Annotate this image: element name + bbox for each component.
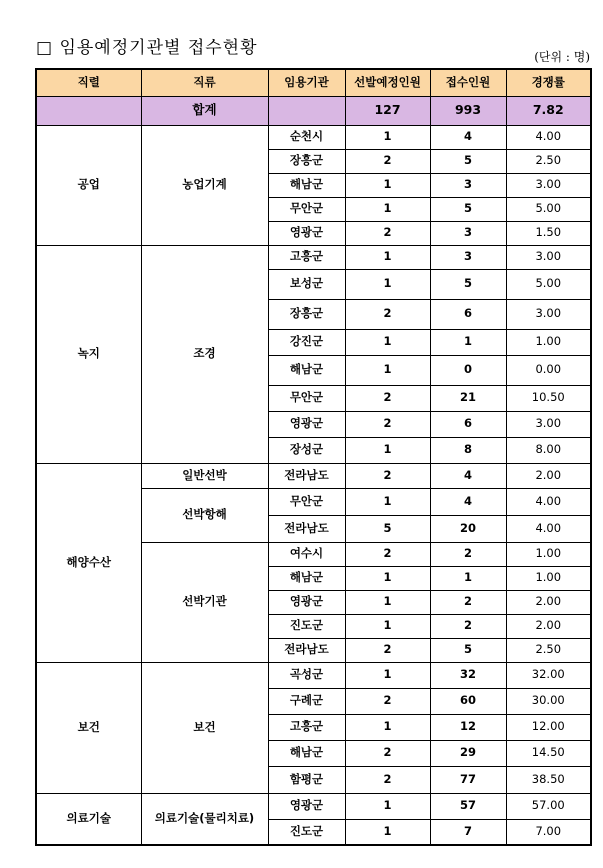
applied-cell: 32 bbox=[430, 662, 506, 688]
agency-cell: 전라남도 bbox=[268, 638, 345, 662]
agency-cell: 구례군 bbox=[268, 688, 345, 714]
unit-label: (단위 : 명) bbox=[534, 50, 590, 64]
total-selected: 127 bbox=[345, 96, 430, 125]
selected-cell: 2 bbox=[345, 766, 430, 793]
applied-cell: 7 bbox=[430, 819, 506, 845]
rate-cell: 4.00 bbox=[506, 125, 591, 149]
rate-cell: 5.00 bbox=[506, 269, 591, 299]
series-cell: 보건 bbox=[36, 662, 141, 793]
rate-cell: 5.00 bbox=[506, 197, 591, 221]
agency-cell: 장성군 bbox=[268, 437, 345, 463]
selected-cell: 1 bbox=[345, 197, 430, 221]
rate-cell: 3.00 bbox=[506, 411, 591, 437]
rate-cell: 3.00 bbox=[506, 299, 591, 329]
selected-cell: 1 bbox=[345, 590, 430, 614]
table-row bbox=[36, 662, 591, 688]
applied-cell: 6 bbox=[430, 411, 506, 437]
rate-cell: 30.00 bbox=[506, 688, 591, 714]
selected-cell: 2 bbox=[345, 299, 430, 329]
kind-cell: 농업기계 bbox=[141, 125, 268, 245]
rate-cell: 14.50 bbox=[506, 740, 591, 766]
kind-cell: 보건 bbox=[141, 662, 268, 793]
applied-cell: 2 bbox=[430, 542, 506, 566]
rate-cell: 2.00 bbox=[506, 590, 591, 614]
applied-cell: 1 bbox=[430, 566, 506, 590]
applied-cell: 5 bbox=[430, 638, 506, 662]
selected-cell: 1 bbox=[345, 437, 430, 463]
rate-cell: 12.00 bbox=[506, 714, 591, 740]
selected-cell: 1 bbox=[345, 714, 430, 740]
applied-cell: 21 bbox=[430, 385, 506, 411]
agency-cell: 무안군 bbox=[268, 385, 345, 411]
rate-cell: 4.00 bbox=[506, 515, 591, 542]
applied-cell: 5 bbox=[430, 149, 506, 173]
selected-cell: 1 bbox=[345, 566, 430, 590]
applied-cell: 0 bbox=[430, 355, 506, 385]
rate-cell: 7.00 bbox=[506, 819, 591, 845]
agency-cell: 해남군 bbox=[268, 740, 345, 766]
rate-cell: 2.00 bbox=[506, 463, 591, 488]
series-cell: 공업 bbox=[36, 125, 141, 245]
agency-cell: 전라남도 bbox=[268, 515, 345, 542]
kind-cell: 선박항해 bbox=[141, 488, 268, 542]
selected-cell: 2 bbox=[345, 638, 430, 662]
selected-cell: 1 bbox=[345, 488, 430, 515]
selected-cell: 2 bbox=[345, 221, 430, 245]
table-row bbox=[36, 125, 591, 149]
rate-cell: 8.00 bbox=[506, 437, 591, 463]
header-row bbox=[36, 69, 591, 96]
applied-cell: 2 bbox=[430, 614, 506, 638]
applied-cell: 12 bbox=[430, 714, 506, 740]
selected-cell: 2 bbox=[345, 149, 430, 173]
rate-cell: 1.00 bbox=[506, 566, 591, 590]
applied-cell: 8 bbox=[430, 437, 506, 463]
agency-cell: 보성군 bbox=[268, 269, 345, 299]
total-rate: 7.82 bbox=[506, 96, 591, 125]
applied-cell: 6 bbox=[430, 299, 506, 329]
rate-cell: 3.00 bbox=[506, 245, 591, 269]
applied-cell: 3 bbox=[430, 221, 506, 245]
total-label: 합계 bbox=[141, 96, 268, 125]
applied-cell: 1 bbox=[430, 329, 506, 355]
rate-cell: 32.00 bbox=[506, 662, 591, 688]
applied-cell: 77 bbox=[430, 766, 506, 793]
kind-cell: 일반선박 bbox=[141, 463, 268, 488]
header-applied: 접수인원 bbox=[430, 69, 506, 96]
selected-cell: 2 bbox=[345, 385, 430, 411]
selected-cell: 1 bbox=[345, 173, 430, 197]
selected-cell: 1 bbox=[345, 793, 430, 819]
agency-cell: 전라남도 bbox=[268, 463, 345, 488]
selected-cell: 1 bbox=[345, 245, 430, 269]
applied-cell: 5 bbox=[430, 269, 506, 299]
rate-cell: 2.50 bbox=[506, 638, 591, 662]
selected-cell: 1 bbox=[345, 662, 430, 688]
rate-cell: 38.50 bbox=[506, 766, 591, 793]
agency-cell: 강진군 bbox=[268, 329, 345, 355]
header-selected: 선발예정인원 bbox=[345, 69, 430, 96]
applied-cell: 29 bbox=[430, 740, 506, 766]
rate-cell: 1.00 bbox=[506, 542, 591, 566]
selected-cell: 1 bbox=[345, 614, 430, 638]
rate-cell: 4.00 bbox=[506, 488, 591, 515]
agency-cell: 곡성군 bbox=[268, 662, 345, 688]
applied-cell: 3 bbox=[430, 173, 506, 197]
agency-cell: 진도군 bbox=[268, 614, 345, 638]
kind-cell: 선박기관 bbox=[141, 542, 268, 662]
header-series: 직렬 bbox=[36, 69, 141, 96]
agency-cell: 장흥군 bbox=[268, 299, 345, 329]
total-row bbox=[36, 96, 591, 125]
selected-cell: 1 bbox=[345, 329, 430, 355]
total-applied: 993 bbox=[430, 96, 506, 125]
agency-cell: 무안군 bbox=[268, 197, 345, 221]
agency-cell: 여수시 bbox=[268, 542, 345, 566]
selected-cell: 1 bbox=[345, 819, 430, 845]
agency-cell: 영광군 bbox=[268, 793, 345, 819]
page-title: □ 임용예정기관별 접수현황 bbox=[36, 38, 258, 58]
applied-cell: 4 bbox=[430, 463, 506, 488]
total-series bbox=[36, 96, 141, 125]
agency-cell: 해남군 bbox=[268, 355, 345, 385]
agency-cell: 해남군 bbox=[268, 566, 345, 590]
header-rate: 경쟁률 bbox=[506, 69, 591, 96]
applied-cell: 5 bbox=[430, 197, 506, 221]
table-row bbox=[36, 793, 591, 819]
selected-cell: 1 bbox=[345, 355, 430, 385]
selected-cell: 1 bbox=[345, 125, 430, 149]
agency-cell: 영광군 bbox=[268, 411, 345, 437]
agency-cell: 무안군 bbox=[268, 488, 345, 515]
rate-cell: 10.50 bbox=[506, 385, 591, 411]
rate-cell: 1.00 bbox=[506, 329, 591, 355]
kind-cell: 조경 bbox=[141, 245, 268, 463]
agency-cell: 영광군 bbox=[268, 221, 345, 245]
total-agency bbox=[268, 96, 345, 125]
selected-cell: 2 bbox=[345, 463, 430, 488]
selected-cell: 2 bbox=[345, 411, 430, 437]
agency-cell: 진도군 bbox=[268, 819, 345, 845]
agency-cell: 영광군 bbox=[268, 590, 345, 614]
applied-cell: 20 bbox=[430, 515, 506, 542]
agency-cell: 해남군 bbox=[268, 173, 345, 197]
agency-cell: 함평군 bbox=[268, 766, 345, 793]
table-row bbox=[36, 245, 591, 269]
header-agency: 임용기관 bbox=[268, 69, 345, 96]
header-kind: 직류 bbox=[141, 69, 268, 96]
selected-cell: 5 bbox=[345, 515, 430, 542]
applied-cell: 2 bbox=[430, 590, 506, 614]
agency-cell: 장흥군 bbox=[268, 149, 345, 173]
kind-cell: 의료기술(물리치료) bbox=[141, 793, 268, 845]
rate-cell: 57.00 bbox=[506, 793, 591, 819]
rate-cell: 2.50 bbox=[506, 149, 591, 173]
applied-cell: 60 bbox=[430, 688, 506, 714]
applied-cell: 4 bbox=[430, 488, 506, 515]
rate-cell: 2.00 bbox=[506, 614, 591, 638]
agency-cell: 순천시 bbox=[268, 125, 345, 149]
agency-cell: 고흥군 bbox=[268, 245, 345, 269]
rate-cell: 0.00 bbox=[506, 355, 591, 385]
agency-cell: 고흥군 bbox=[268, 714, 345, 740]
rate-cell: 3.00 bbox=[506, 173, 591, 197]
table-row bbox=[36, 463, 591, 488]
selected-cell: 1 bbox=[345, 269, 430, 299]
series-cell: 해양수산 bbox=[36, 463, 141, 662]
applied-cell: 3 bbox=[430, 245, 506, 269]
rate-cell: 1.50 bbox=[506, 221, 591, 245]
applied-cell: 57 bbox=[430, 793, 506, 819]
selected-cell: 2 bbox=[345, 688, 430, 714]
applied-cell: 4 bbox=[430, 125, 506, 149]
selected-cell: 2 bbox=[345, 542, 430, 566]
series-cell: 의료기술 bbox=[36, 793, 141, 845]
series-cell: 녹지 bbox=[36, 245, 141, 463]
application-status-table bbox=[35, 68, 592, 846]
selected-cell: 2 bbox=[345, 740, 430, 766]
